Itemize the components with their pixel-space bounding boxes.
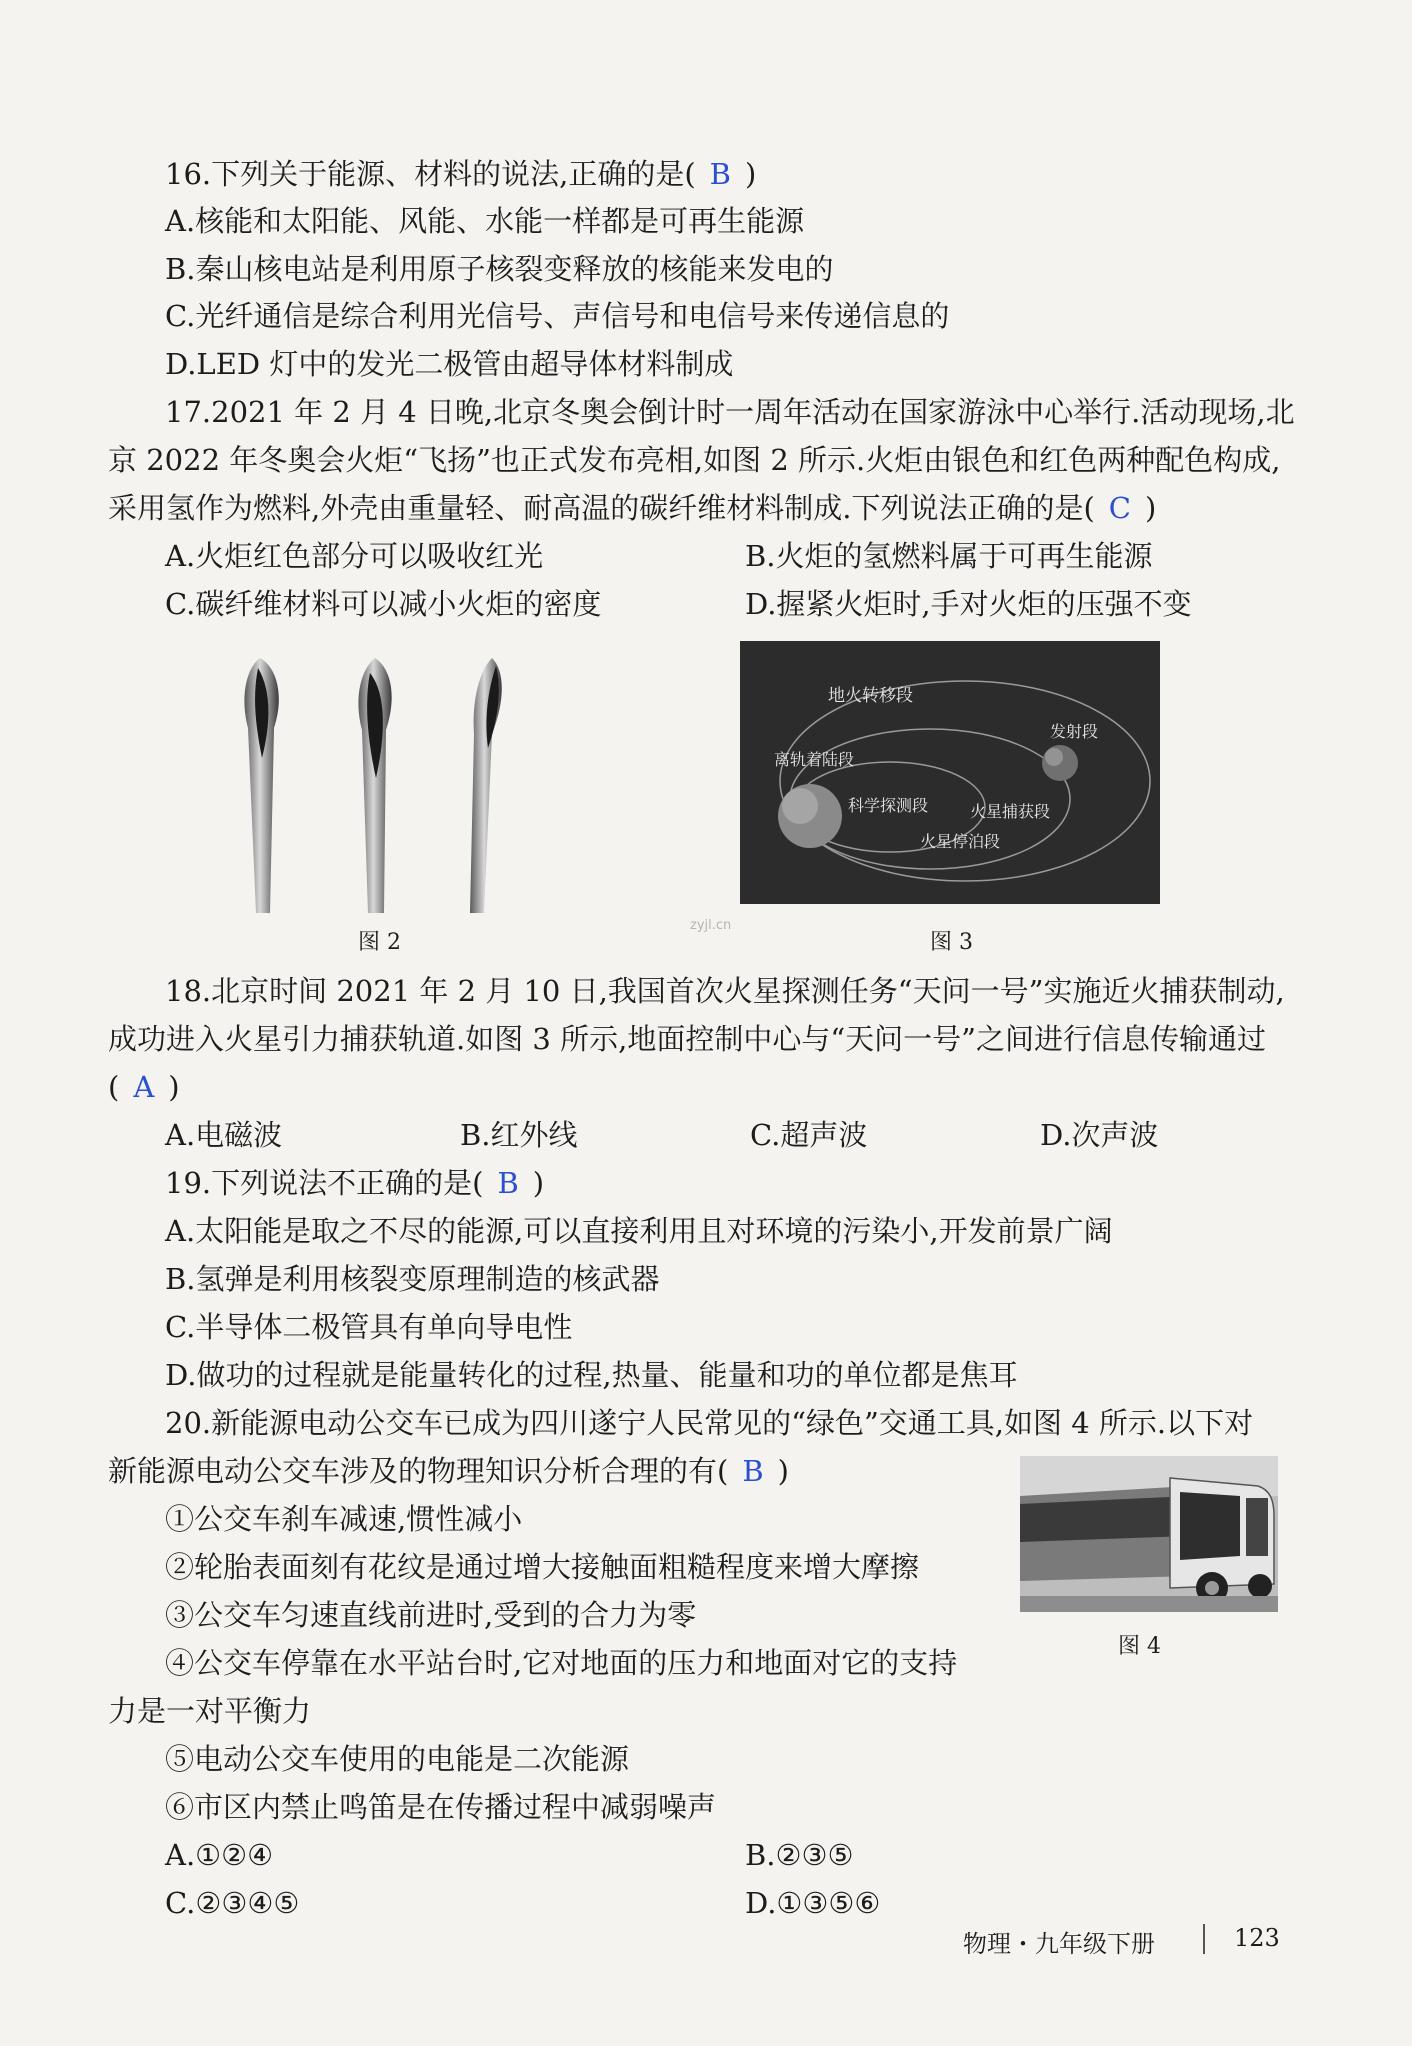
q18-option-c: C.超声波 [750,1118,868,1152]
q18-answer: A [133,1070,155,1104]
orbit-label-launch: 发射段 [1050,722,1099,741]
q19-option-d: D.做功的过程就是能量转化的过程,热量、能量和功的单位都是焦耳 [165,1358,1018,1392]
q20-line1: 20.新能源电动公交车已成为四川遂宁人民常见的“绿色”交通工具,如图 4 所示.以下对 [165,1406,1254,1440]
q19-stem-close: ) [532,1166,545,1200]
q16-option-d: D.LED 灯中的发光二极管由超导体材料制成 [165,347,734,381]
q18-line3 [108,1067,180,1107]
q17-line3-text: 采用氢作为燃料,外壳由重量轻、耐高温的碳纤维材料制成.下列说法正确的是( [108,491,1095,525]
q20-item-3: ③公交车匀速直线前进时,受到的合力为零 [165,1598,697,1632]
q16-option-a: A.核能和太阳能、风能、水能一样都是可再生能源 [165,204,805,238]
figure-4-electric-bus [1020,1456,1278,1612]
q17-option-d: D.握紧火炬时,手对火炬的压强不变 [745,587,1192,621]
q18-line3-open: ( [108,1070,120,1104]
q19-stem-text: 19.下列说法不正确的是( [165,1166,484,1200]
q17-line3 [108,488,1156,528]
q20-option-c: C.②③④⑤ [165,1886,300,1920]
q17-line2: 京 2022 年冬奥会火炬“飞扬”也正式发布亮相,如图 2 所示.火炬由银色和红色两种配色构成, [108,443,1281,477]
q16-stem [165,154,756,194]
footer-book-title: 物理・九年级下册 [963,1930,1155,1958]
q20-option-a: A.①②④ [165,1838,274,1872]
q20-answer: B [742,1454,764,1488]
footer-divider [1203,1924,1205,1954]
q20-item-4-cont: 力是一对平衡力 [108,1694,312,1728]
figure-3-mars-orbits [740,641,1160,904]
q18-line1: 18.北京时间 2021 年 2 月 10 日,我国首次火星探测任务“天问一号”实施近火捕获制动, [165,974,1285,1008]
q17-line1: 17.2021 年 2 月 4 日晚,北京冬奥会倒计时一周年活动在国家游泳中心举行.活动现场,北 [165,395,1295,429]
q19-option-b: B.氢弹是利用核裂变原理制造的核武器 [165,1262,660,1296]
q16-stem-close: ) [744,157,757,191]
q20-line2 [108,1451,789,1491]
q20-option-d: D.①③⑤⑥ [745,1886,881,1920]
q17-option-b: B.火炬的氢燃料属于可再生能源 [745,539,1153,573]
q20-line2-text: 新能源电动公交车涉及的物理知识分析合理的有( [108,1454,729,1488]
figure-2-torches [200,648,540,918]
q18-option-a: A.电磁波 [165,1118,283,1152]
q19-option-a: A.太阳能是取之不尽的能源,可以直接利用且对环境的污染小,开发前景广阔 [165,1214,1113,1248]
q20-item-6: ⑥市区内禁止鸣笛是在传播过程中减弱噪声 [165,1790,717,1824]
q20-option-b: B.②③⑤ [745,1838,854,1872]
q19-answer: B [497,1166,519,1200]
torch-left [244,658,278,913]
q17-option-c: C.碳纤维材料可以减小火炬的密度 [165,587,602,621]
q17-option-a: A.火炬红色部分可以吸收红光 [165,539,544,573]
q18-line2: 成功进入火星引力捕获轨道.如图 3 所示,地面控制中心与“天问一号”之间进行信息传输通过 [108,1022,1266,1056]
orbit-label-capture: 火星捕获段 [970,802,1051,821]
torch-middle [358,658,391,913]
orbit-label-transfer: 地火转移段 [828,686,913,706]
q20-item-4: ④公交车停靠在水平站台时,它对地面的压力和地面对它的支持 [165,1646,958,1680]
orbit-label-science: 科学探测段 [848,796,929,815]
q20-stem-close: ) [777,1454,789,1488]
torch-right [470,658,502,913]
figure-2-caption: 图 2 [358,930,401,955]
q16-option-c: C.光纤通信是综合利用光信号、声信号和电信号来传递信息的 [165,299,950,333]
q19-option-c: C.半导体二极管具有单向导电性 [165,1310,573,1344]
q17-stem-close: ) [1144,491,1157,525]
figure-3-caption: 图 3 [930,930,973,955]
q20-item-1: ①公交车刹车减速,惯性减小 [165,1502,523,1536]
q19-stem [165,1163,544,1203]
q20-item-5: ⑤电动公交车使用的电能是二次能源 [165,1742,630,1776]
q17-answer: C [1108,491,1131,525]
q18-line3-close: ) [168,1070,180,1104]
orbit-label-landing: 离轨着陆段 [774,750,855,769]
q18-option-b: B.红外线 [460,1118,578,1152]
q16-answer: B [709,157,731,191]
q20-item-2: ②轮胎表面刻有花纹是通过增大接触面粗糙程度来增大摩擦 [165,1550,920,1584]
q18-option-d: D.次声波 [1040,1118,1159,1152]
footer-page-number: 123 [1234,1924,1280,1952]
watermark: zyjl.cn [690,918,732,933]
figure-4-caption: 图 4 [1118,1634,1161,1659]
q16-stem-text: 16.下列关于能源、材料的说法,正确的是( [165,157,696,191]
orbit-label-parking: 火星停泊段 [920,832,1001,851]
q16-option-b: B.秦山核电站是利用原子核裂变释放的核能来发电的 [165,252,834,286]
